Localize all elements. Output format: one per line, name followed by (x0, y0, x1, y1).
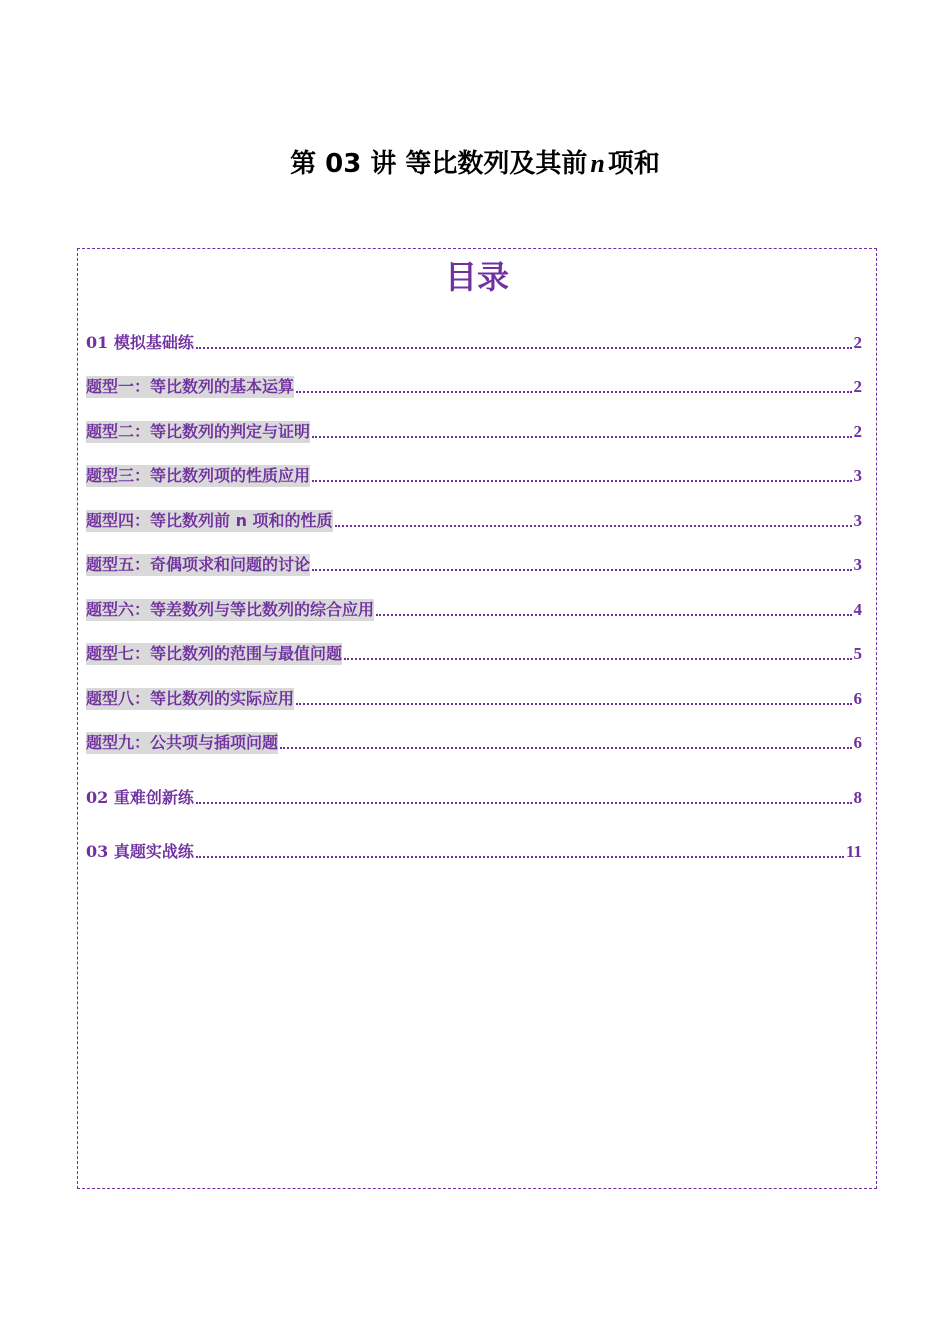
toc-entry-label: 03 真题实战练 (86, 842, 194, 861)
toc-entry-page: 6 (853, 689, 862, 708)
toc-entry-type-2[interactable] (86, 419, 862, 443)
toc-leader-dots (280, 747, 851, 749)
toc-entry-page: 3 (853, 511, 862, 530)
toc-entry-label: 题型八：等比数列的实际应用 (86, 689, 295, 708)
toc-heading: 目录 (444, 258, 509, 296)
toc-entry-exam-practice[interactable] (86, 839, 862, 863)
toc-entry-label: 题型四：等比数列前 n 项和的性质 (86, 511, 333, 530)
toc-entry-advanced-practice[interactable] (86, 785, 862, 809)
toc-leader-dots (376, 614, 851, 616)
title-suffix: 项和 (607, 149, 660, 179)
toc-leader-dots (196, 802, 852, 804)
toc-leader-dots (344, 658, 851, 660)
toc-leader-dots (196, 856, 844, 858)
toc-entry-page: 2 (853, 422, 862, 441)
toc-leader-dots (296, 703, 851, 705)
title-prefix: 第 03 讲 等比数列及其前 (290, 149, 588, 179)
toc-entry-label: 题型二：等比数列的判定与证明 (86, 422, 311, 441)
toc-entry-page: 3 (853, 555, 862, 574)
toc-entry-label: 题型九：公共项与插项问题 (86, 733, 279, 752)
toc-leader-dots (312, 569, 851, 571)
toc-leader-dots (312, 480, 851, 482)
toc-entry-label: 题型三：等比数列项的性质应用 (86, 466, 311, 485)
toc-entry-label: 题型五：奇偶项求和问题的讨论 (86, 555, 311, 574)
toc-entry-page: 3 (853, 466, 862, 485)
toc-leader-dots (312, 436, 851, 438)
toc-entry-label: 02 重难创新练 (86, 788, 194, 807)
toc-entry-page: 6 (853, 733, 862, 752)
title-variable: n (590, 149, 605, 178)
toc-entry-basic-practice[interactable] (86, 330, 862, 354)
toc-entry-label: 题型六：等差数列与等比数列的综合应用 (86, 600, 375, 619)
toc-leader-dots (196, 347, 852, 349)
toc-entry-type-4[interactable] (86, 508, 862, 532)
toc-entry-type-6[interactable] (86, 597, 862, 621)
toc-entry-page: 4 (853, 600, 862, 619)
toc-entry-type-1[interactable] (86, 374, 862, 398)
toc-entry-page: 8 (853, 788, 862, 807)
toc-entry-label: 01 模拟基础练 (86, 333, 194, 352)
toc-entry-type-7[interactable] (86, 641, 862, 665)
toc-leader-dots (296, 391, 851, 393)
toc-entry-page: 11 (845, 842, 862, 861)
toc-entry-type-9[interactable] (86, 730, 862, 754)
toc-entry-type-3[interactable] (86, 463, 862, 487)
toc-entry-type-8[interactable] (86, 686, 862, 710)
toc-entry-page: 2 (853, 377, 862, 396)
toc-entry-page: 2 (853, 333, 862, 352)
toc-entry-type-5[interactable] (86, 552, 862, 576)
toc-entry-label: 题型七：等比数列的范围与最值问题 (86, 644, 343, 663)
document-title (0, 146, 950, 182)
toc-leader-dots (335, 525, 852, 527)
table-of-contents (77, 248, 877, 1189)
toc-entry-page: 5 (853, 644, 862, 663)
toc-entry-label: 题型一：等比数列的基本运算 (86, 377, 295, 396)
